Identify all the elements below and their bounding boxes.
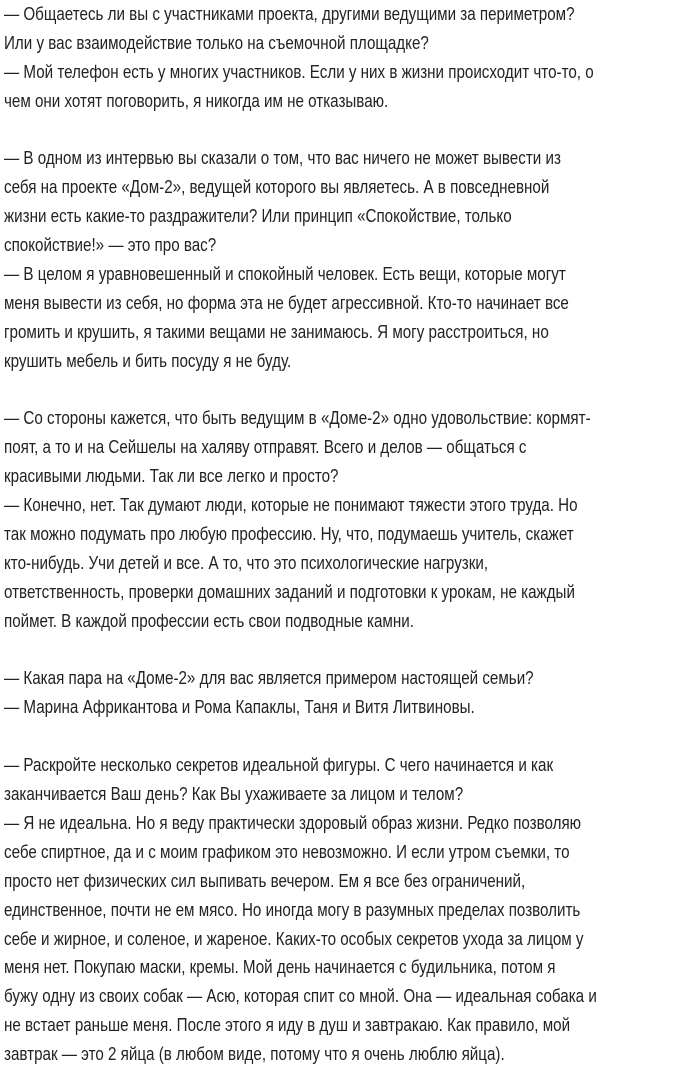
answer-text: себе и жирное, и соленое, и жареное. Каких-то особых секретов ухода за лицом у (4, 927, 584, 949)
question-text: поят, а то и на Сейшелы на халяву отправят. Всего и делов — общаться с (4, 436, 527, 458)
answer-text: кто-нибудь. Учи детей и все. А то, что это психологические нагрузки, (4, 551, 489, 573)
answer-text: — Мой телефон есть у многих участников. Если у них в жизни происходит что-то, о (4, 60, 594, 82)
question-text: — Раскройте несколько секретов идеальной фигуры. С чего начинается и как (4, 754, 554, 776)
question-text: — Какая пара на «Доме-2» для вас является примером настоящей семьи? (4, 667, 534, 689)
answer-text: так можно подумать про любую профессию. Ну, что, подумаешь учитель, скажет (4, 523, 574, 545)
question-text: Или у вас взаимодействие только на съемочной площадке? (4, 31, 429, 53)
answer-text: — В целом я уравновешенный и спокойный человек. Есть вещи, которые могут (4, 263, 566, 285)
paragraph-gap (4, 722, 685, 751)
answer-text: меня вывести из себя, но форма эта не будет агрессивной. Кто-то начинает все (4, 291, 569, 313)
paragraph-gap (4, 376, 685, 405)
answer-text: крушить мебель и бить посуду я не буду. (4, 349, 292, 371)
answer-text: — Конечно, нет. Так думают люди, которые не понимают тяжести этого труда. Но (4, 494, 578, 516)
answer-text: чем они хотят поговорить, я никогда им не отказываю. (4, 89, 389, 111)
interview-article (4, 0, 685, 1069)
answer-text: бужу одну из своих собак — Асю, которая спит со мной. Она — идеальная собака и (4, 985, 597, 1007)
question-text: спокойствие!» — это про вас? (4, 234, 217, 256)
question-text: красивыми людьми. Так ли все легко и просто? (4, 465, 339, 487)
answer-text: — Марина Африкантова и Рома Капаклы, Таня и Витя Литвиновы. (4, 696, 475, 718)
qa-block-figure (4, 751, 685, 1069)
answer-text: ответственность, проверки домашних заданий и подготовки к урокам, не каждый (4, 580, 575, 602)
qa-block-irritants (4, 144, 685, 375)
qa-block-contact (4, 0, 685, 116)
answer-text: просто нет физических сил выпивать вечером. Ем я все без ограничений, (4, 869, 526, 891)
question-text: — Общаетесь ли вы с участниками проекта, другими ведущими за периметром? (4, 3, 575, 24)
paragraph-gap (4, 636, 685, 665)
paragraph-gap (4, 116, 685, 145)
answer-text: — Я не идеальна. Но я веду практически здоровый образ жизни. Редко позволяю (4, 811, 582, 833)
question-text: себя на проекте «Дом-2», ведущей которого вы являетесь. А в повседневной (4, 176, 550, 198)
answer-text: единственное, почти не ем мясо. Но иногда могу в разумных пределах позволить (4, 898, 581, 920)
answer-text: поймет. В каждой профессии есть свои подводные камни. (4, 609, 414, 631)
answer-text: меня нет. Покупаю маски, кремы. Мой день начинается с будильника, потом я (4, 956, 556, 978)
question-text: — Со стороны кажется, что быть ведущим в «Доме-2» одно удовольствие: кормят- (4, 407, 591, 429)
answer-text: завтрак — это 2 яйца (в любом виде, потому что я очень люблю яйца). (4, 1043, 505, 1065)
answer-text: себе спиртное, да и с моим графиком это невозможно. И если утром съемки, то (4, 840, 570, 862)
question-text: жизни есть какие-то раздражители? Или принцип «Спокойствие, только (4, 205, 512, 227)
qa-block-host-work (4, 404, 685, 635)
answer-text: не встает раньше меня. После этого я иду в душ и завтракаю. Как правило, мой (4, 1014, 571, 1036)
question-text: — В одном из интервью вы сказали о том, что вас ничего не может вывести из (4, 147, 561, 169)
answer-text: громить и крушить, я такими вещами не занимаюсь. Я могу расстроиться, но (4, 320, 549, 342)
qa-block-couple (4, 664, 685, 722)
question-text: заканчивается Ваш день? Как Вы ухаживаете за лицом и телом? (4, 783, 464, 805)
